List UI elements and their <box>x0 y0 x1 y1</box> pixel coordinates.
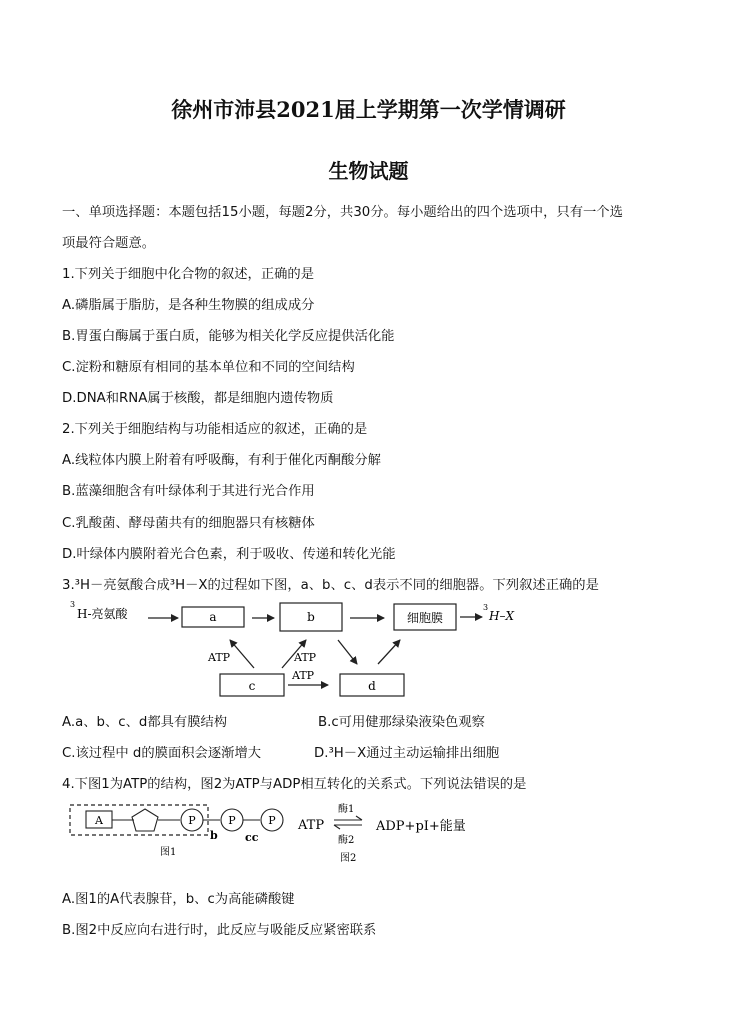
q3-product-label: H–X <box>489 609 515 623</box>
q3-box-c-label: c <box>248 679 256 693</box>
q3-source-label: H-亮氨酸 <box>77 607 128 621</box>
q3-figure <box>62 598 542 702</box>
q2-stem: 2.下列关于细胞结构与功能相适应的叙述，正确的是 <box>62 422 368 437</box>
q4-products-label: ADP+pI+能量 <box>376 819 466 834</box>
q4-p1-label: P <box>188 814 196 827</box>
q3-atp-1: ATP <box>208 651 231 664</box>
q4-box-a-label: A <box>95 814 103 827</box>
q2-option-a: A.线粒体内膜上附着有呼吸酶，有利于催化丙酮酸分解 <box>62 453 381 468</box>
q1-option-a: A.磷脂属于脂肪，是各种生物膜的组成成分 <box>62 298 315 313</box>
q4-enzyme2-label: 酶2 <box>338 835 355 846</box>
q2-option-d: D.叶绿体内膜附着光合色素，利于吸收、传递和转化光能 <box>62 547 396 562</box>
q3-box-b-label: b <box>307 610 315 624</box>
q3-box-a-label: a <box>209 610 217 624</box>
q3-arrow-c-to-a <box>230 640 254 668</box>
q4-fig2-caption: 图2 <box>340 853 357 864</box>
q4-figure <box>62 799 482 875</box>
q1-option-c: C.淀粉和糖原有相同的基本单位和不同的空间结构 <box>62 360 355 375</box>
section-intro-line-1: 一、单项选择题：本题包括15小题，每题2分，共30分。每小题给出的四个选项中，只有一个选 <box>62 205 623 220</box>
q3-option-d: D.³H－X通过主动运输排出细胞 <box>314 746 500 761</box>
q2-option-b: B.蓝藻细胞含有叶绿体利于其进行光合作用 <box>62 484 315 499</box>
q4-ribose-pentagon <box>132 809 158 831</box>
q3-option-b: B.c可用健那绿染液染色观察 <box>318 715 485 730</box>
q4-p3-label: P <box>268 814 276 827</box>
q1-option-d: D.DNA和RNA属于核酸，都是细胞内遗传物质 <box>62 391 334 406</box>
q4-reverse-arrowhead <box>334 825 340 829</box>
q4-option-b: B.图2中反应向右进行时，此反应与吸能反应紧密联系 <box>62 923 377 938</box>
page-title: 徐州市沛县2021届上学期第一次学情调研 <box>171 97 566 122</box>
q4-enzyme1-label: 酶1 <box>338 804 355 815</box>
q3-option-c: C.该过程中 d的膜面积会逐渐增大 <box>62 746 262 761</box>
q3-stem: 3.³H－亮氨酸合成³H－X的过程如下图，a、b、c、d表示不同的细胞器。下列叙述正确的是 <box>62 578 599 593</box>
q4-fig1-caption: 图1 <box>160 847 177 858</box>
q1-stem: 1.下列关于细胞中化合物的叙述，正确的是 <box>62 267 315 282</box>
q3-atp-2: ATP <box>294 651 317 664</box>
q3-product-sup: 3 <box>483 603 489 612</box>
q4-p2-label: P <box>228 814 236 827</box>
q3-arrow-d-to-membrane <box>378 640 400 664</box>
q1-option-b: B.胃蛋白酶属于蛋白质，能够为相关化学反应提供活化能 <box>62 329 395 344</box>
q4-option-a: A.图1的A代表腺苷，b、c为高能磷酸键 <box>62 892 295 907</box>
q4-forward-arrowhead <box>356 816 362 820</box>
q3-source-sup: 3 <box>70 600 76 609</box>
q4-atp-label: ATP <box>298 818 325 833</box>
q3-option-a: A.a、b、c、d都具有膜结构 <box>62 715 228 730</box>
q2-option-c: C.乳酸菌、酵母菌共有的细胞器只有核糖体 <box>62 516 315 531</box>
section-intro-line-2: 项最符合题意。 <box>62 236 156 251</box>
q4-bond-b-label: b <box>210 829 218 842</box>
q3-membrane-label: 细胞膜 <box>406 611 444 625</box>
page-subtitle: 生物试题 <box>328 159 409 183</box>
q4-bond-c-label: cc <box>245 831 259 844</box>
q3-arrow-b-to-d <box>338 640 357 664</box>
q4-stem: 4.下图1为ATP的结构，图2为ATP与ADP相互转化的关系式。下列说法错误的是 <box>62 777 527 792</box>
q3-atp-3: ATP <box>292 669 315 682</box>
q3-box-d-label: d <box>368 679 376 693</box>
